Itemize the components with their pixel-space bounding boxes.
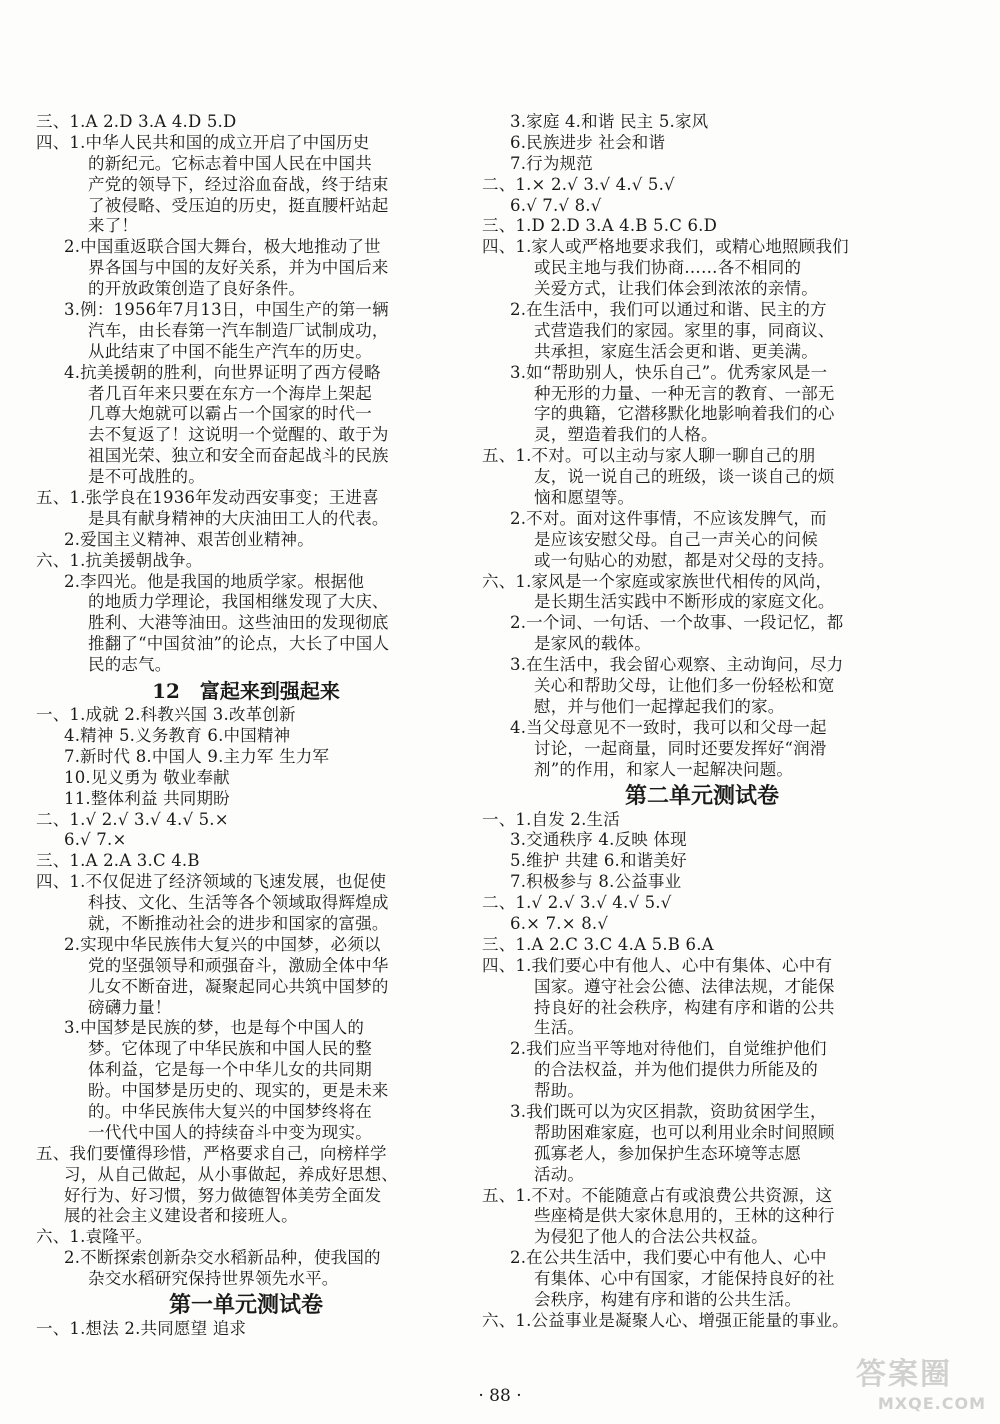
answer-line: 习，从自己做起，从小事做起，养成好思想、: [64, 1164, 398, 1184]
answer-line: 几尊大炮就可以霸占一个国家的时代一: [88, 404, 372, 424]
page-number: · 88 ·: [478, 1386, 522, 1406]
answer-line: 就，不断推动社会的进步和国家的富强。: [88, 913, 389, 933]
answer-line: 剂”的作用，和家人一起解决问题。: [534, 759, 794, 779]
answer-line: 帮助困难家庭，也可以利用业余时间照顾: [534, 1122, 835, 1142]
watermark-text: 答案圈: [856, 1357, 952, 1392]
answer-line: 2.我们应当平等地对待他们，自觉维护他们: [510, 1039, 827, 1059]
answer-line: 7.行为规范: [510, 153, 593, 173]
answer-line: 的地质力学理论，我国相继发现了大庆、: [88, 592, 389, 612]
answer-line: 或一句贴心的劝慰，都是对父母的支持。: [534, 550, 835, 570]
answer-line: 2.中国重返联合国大舞台，极大地推动了世: [64, 237, 381, 257]
answer-line: 6.√ 7.√ 8.√: [510, 195, 602, 215]
answer-line: 的合法权益，并为他们提供力所能及的: [534, 1060, 818, 1080]
answer-line: 了被侵略、受压迫的历史，挺直腰杆站起: [88, 195, 389, 215]
answer-line: 二、1.√ 2.√ 3.√ 4.√ 5.×: [36, 809, 229, 829]
answer-line: 关爱方式，让我们体会到浓浓的亲情。: [534, 279, 818, 299]
answer-line: 三、1.D 2.D 3.A 4.B 5.C 6.D: [482, 216, 718, 236]
answer-line: 是应该安慰父母。自己一声关心的问候: [534, 529, 818, 549]
answer-line: 好行为、好习惯，努力做德智体美劳全面发: [64, 1185, 382, 1205]
answer-line: 6.× 7.× 8.√: [510, 913, 609, 933]
section-title: 第一单元测试卷: [168, 1291, 323, 1318]
answer-line: 共承担，家庭生活会更和谐、更美满。: [534, 341, 818, 361]
answer-line: 是家风的载体。: [534, 634, 651, 654]
answer-line: 六、1.袁隆平。: [36, 1227, 153, 1247]
answer-line: 界各国与中国的友好关系，并为中国后来: [88, 258, 389, 278]
answer-line: 一、1.想法 2.共同愿望 追求: [36, 1318, 247, 1338]
answer-line: 7.积极参与 8.公益事业: [510, 872, 682, 892]
answer-line: 去不复返了！这说明一个觉醒的、敢于为: [88, 425, 389, 445]
answer-line: 是具有献身精神的大庆油田工人的代表。: [88, 508, 389, 528]
answer-line: 有集体、心中有国家，才能保持良好的社: [534, 1269, 835, 1289]
answer-line: 三、1.A 2.A 3.C 4.B: [36, 851, 200, 871]
answer-line: 推翻了“中国贫油”的论点，大长了中国人: [88, 634, 390, 654]
answer-line: 四、1.家人或严格地要求我们，或精心地照顾我们: [482, 237, 849, 257]
answer-line: 四、1.我们要心中有他人、心中有集体、心中有: [482, 955, 833, 975]
answer-line: 五、我们要懂得珍惜，严格要求自己，向榜样学: [36, 1143, 387, 1163]
answer-line: 产党的领导下，经过浴血奋战，终于结束: [88, 174, 389, 194]
answer-line: 国家。遵守社会公德、法律法规，才能保: [534, 976, 835, 996]
answer-line: 三、1.A 2.D 3.A 4.D 5.D: [36, 112, 237, 131]
answer-line: 民的志气。: [88, 655, 172, 675]
answer-line: 六、1.公益事业是凝聚人心、增强正能量的事业。: [482, 1310, 849, 1330]
answer-line: 3.中国梦是民族的梦，也是每个中国人的: [64, 1018, 365, 1038]
answer-line: 是长期生活实践中不断形成的家庭文化。: [534, 592, 835, 612]
answer-line: 持良好的社会秩序，构建有序和谐的公共: [534, 997, 835, 1017]
answer-line: 4.当父母意见不一致时，我可以和父母一起: [510, 717, 827, 737]
answer-line: 2.爱国主义精神、艰苦创业精神。: [64, 529, 314, 549]
section-title: 第二单元测试卷: [624, 782, 779, 809]
answer-line: 的新纪元。它标志着中国人民在中国共: [88, 153, 372, 173]
answer-line: 磅礴力量！: [88, 997, 172, 1017]
answer-line: 种无形的力量、一种无言的教育、一部无: [534, 383, 835, 403]
answer-line: 3.交通秩序 4.反映 体现: [510, 830, 687, 850]
answer-line: 3.例：1956年7月13日，中国生产的第一辆: [64, 300, 389, 320]
answer-line: 3.家庭 4.和谐 民主 5.家风: [510, 112, 709, 131]
answer-line: 3.如“帮助别人，快乐自己”。优秀家风是一: [510, 362, 828, 382]
section-title: 12 富起来到强起来: [152, 679, 340, 704]
answer-line: 是不可战胜的。: [88, 467, 205, 487]
answer-line: 4.抗美援朝的胜利，向世界证明了西方侵略: [64, 362, 381, 382]
answer-line: 五、1.不对。可以主动与家人聊一聊自己的朋: [482, 446, 816, 466]
answer-line: 四、1.中华人民共和国的成立开启了中国历史: [36, 132, 370, 152]
watermark-url: MXQE.COM: [877, 1394, 986, 1413]
answer-line: 五、1.不对。不能随意占有或浪费公共资源，这: [482, 1185, 833, 1205]
answer-line: 盼。中国梦是历史的、现实的，更是未来: [88, 1081, 389, 1101]
answer-line: 科技、文化、生活等各个领域取得辉煌成: [88, 893, 389, 913]
answer-line: 四、1.不仅促进了经济领域的飞速发展，也促使: [36, 872, 387, 892]
answer-line: 梦。它体现了中华民族和中国人民的整: [88, 1039, 372, 1059]
answer-line: 2.一个词、一句话、一个故事、一段记忆，都: [510, 613, 844, 633]
answer-line: 会秩序，构建有序和谐的公共生活。: [534, 1289, 802, 1309]
answer-line: 杂交水稻研究保持世界领先水平。: [88, 1269, 339, 1289]
answer-line: 来了！: [88, 216, 139, 236]
answer-line: 的。中华民族伟大复兴的中国梦终将在: [88, 1101, 372, 1121]
answer-line: 六、1.抗美援朝战争。: [36, 550, 203, 570]
answer-line: 2.不对。面对这件事情，不应该发脾气，而: [510, 508, 827, 528]
answer-line: 者几百年来只要在东方一个海岸上架起: [88, 383, 372, 403]
right-column: [482, 112, 922, 1332]
answer-line: 孤寡老人，参加保护生态环境等志愿: [534, 1143, 802, 1163]
answer-line: 4.精神 5.义务教育 6.中国精神: [64, 725, 291, 745]
answer-line: 6.√ 7.×: [64, 830, 127, 850]
answer-line: 汽车，由长春第一汽车制造厂试制成功，: [88, 320, 389, 340]
answer-line: 些座椅是供大家休息用的，王林的这种行: [534, 1206, 835, 1226]
answer-line: 慰，并与他们一起撑起我们的家。: [534, 696, 785, 716]
answer-line: 2.在生活中，我们可以通过和谐、民主的方: [510, 300, 827, 320]
answer-line: 恼和愿望等。: [534, 488, 635, 508]
answer-line: 7.新时代 8.中国人 9.主力军 生力军: [64, 746, 330, 766]
answer-line: 展的社会主义建设者和接班人。: [64, 1206, 298, 1226]
answer-line: 活动。: [534, 1164, 585, 1184]
answer-line: 五、1.张学良在1936年发动西安事变；王进喜: [36, 488, 379, 508]
answer-line: 3.在生活中，我会留心观察、主动询问，尽力: [510, 655, 844, 675]
answer-line: 一、1.成就 2.科教兴国 3.改革创新: [36, 705, 296, 725]
answer-line: 2.在公共生活中，我们要心中有他人、心中: [510, 1248, 827, 1268]
answer-line: 从此结束了中国不能生产汽车的历史。: [88, 341, 372, 361]
left-column: [36, 112, 456, 1340]
answer-line: 10.见义勇为 敬业奉献: [64, 767, 230, 787]
answer-line: 党的坚强领导和顽强奋斗，激励全体中华: [88, 955, 389, 975]
answer-line: 3.我们既可以为灾区捐款，资助贫困学生，: [510, 1101, 827, 1121]
answer-line: 胜利、大港等油田。这些油田的发现彻底: [88, 613, 389, 633]
answer-line: 六、1.家风是一个家庭或家族世代相传的风尚，: [482, 571, 833, 591]
answer-line: 体利益，它是每一个中华儿女的共同期: [88, 1060, 372, 1080]
answer-line: 讨论，一起商量，同时还要发挥好“润滑: [534, 738, 827, 758]
answer-line: 友，说一说自己的班级，谈一谈自己的烦: [534, 467, 835, 487]
answer-line: 祖国光荣、独立和安全而奋起战斗的民族: [88, 446, 389, 466]
answer-line: 三、1.A 2.C 3.C 4.A 5.B 6.A: [482, 934, 714, 954]
answer-line: 帮助。: [534, 1081, 585, 1101]
answer-line: 或民主地与我们协商……各不相同的: [534, 258, 802, 278]
answer-line: 一代代中国人的持续奋斗中变为现实。: [88, 1122, 372, 1142]
watermark-logo: [856, 1356, 986, 1418]
answer-line: 二、1.√ 2.√ 3.√ 4.√ 5.√: [482, 893, 672, 913]
answer-line: 一、1.自发 2.生活: [482, 809, 620, 829]
answer-line: 6.民族进步 社会和谐: [510, 132, 666, 152]
answer-line: 关心和帮助父母，让他们多一份轻松和宽: [534, 676, 835, 696]
answer-line: 儿女不断奋进，凝聚起同心共筑中国梦的: [88, 976, 389, 996]
answer-line: 2.不断探索创新杂交水稻新品种，使我国的: [64, 1248, 381, 1268]
answer-line: 灵，塑造着我们的人格。: [534, 425, 718, 445]
answer-line: 为侵犯了他人的合法公共权益。: [534, 1227, 768, 1247]
answer-line: 的开放政策创造了良好条件。: [88, 279, 306, 299]
answer-line: 字的典籍，它潜移默化地影响着我们的心: [534, 404, 835, 424]
answer-line: 二、1.× 2.√ 3.√ 4.√ 5.√: [482, 174, 675, 194]
answer-line: 生活。: [534, 1018, 585, 1038]
answer-line: 式营造我们的家园。家里的事，同商议、: [534, 320, 835, 340]
answer-line: 2.李四光。他是我国的地质学家。根据他: [64, 571, 365, 591]
answer-line: 2.实现中华民族伟大复兴的中国梦，必须以: [64, 934, 381, 954]
answer-line: 11.整体利益 共同期盼: [64, 788, 230, 808]
answer-line: 5.维护 共建 6.和谐美好: [510, 851, 687, 871]
